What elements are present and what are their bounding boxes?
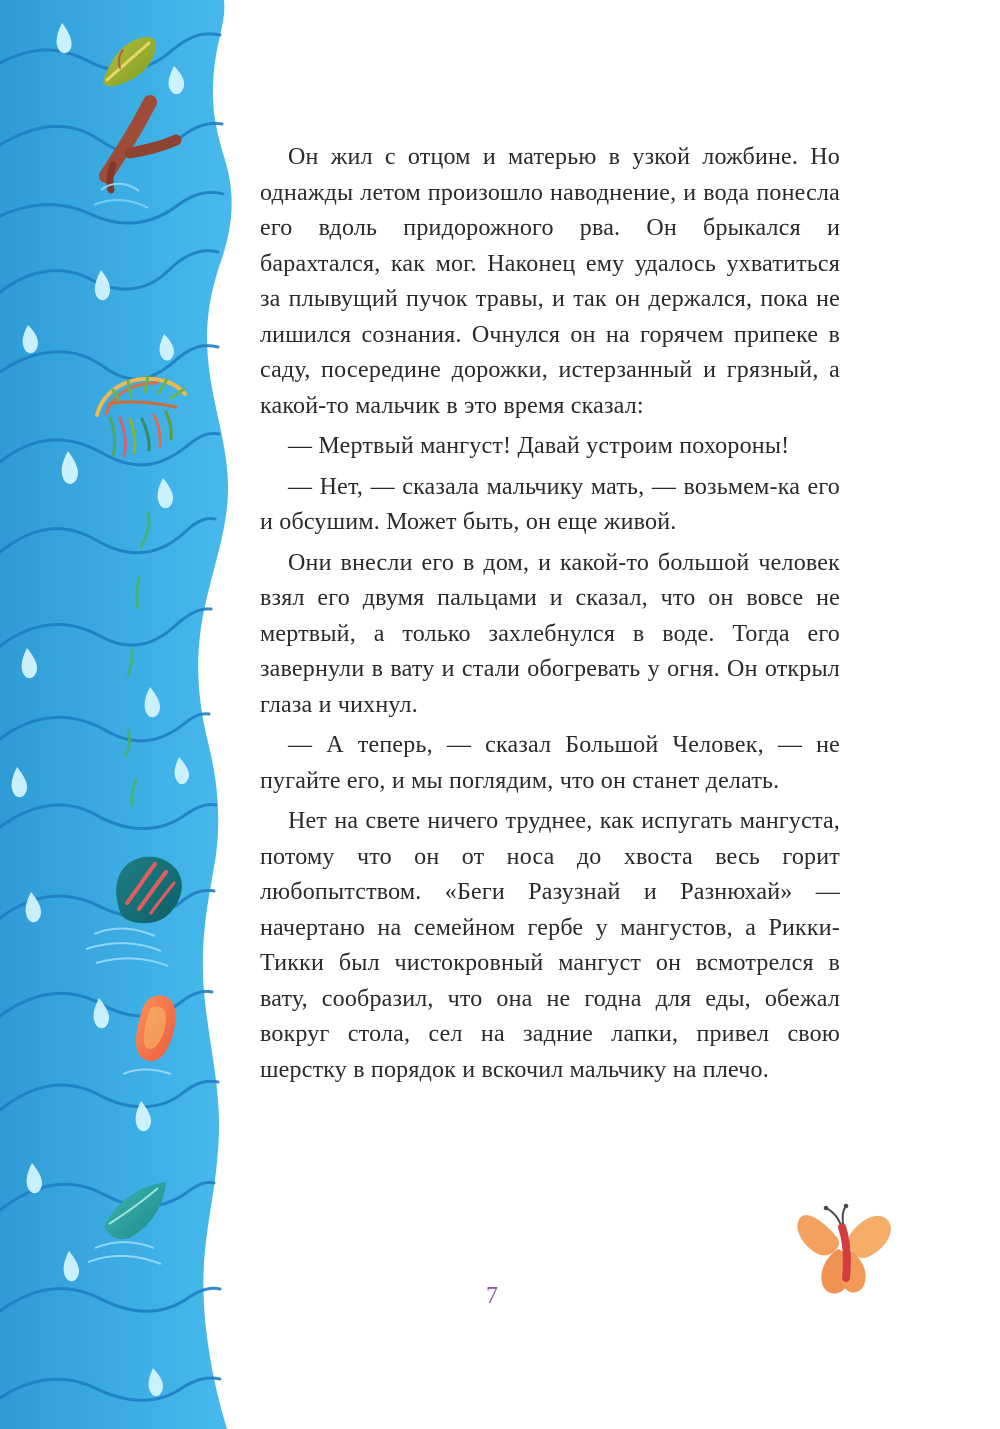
paragraph: Нет на свете ничего труднее, как испугать мангуста, потому что он от носа до хвоста весь горит любопытством. «Беги Разузнай и Разнюхай» — начертано на семейном гербе у мангустов, а Рикки-Тикки был чистокровный мангуст он всмотрелся в вату, сообразил, что она не годна для еды, обежал вокруг стола, сел на задние лапки, привел свою шерстку в порядок и вскочил мальчику на плечо. [260,808,840,1083]
paragraph: Он жил с отцом и матерью в узкой ложбине. Но однажды летом произошло наводнение, и вода понесла его вдоль придорожного рва. Он брыкался и барахтался, как мог. Наконец ему удалось ухватиться за плывущий пучок травы, и так он держался, пока не лишился сознания. Очнулся он на горячем припеке в саду, посередине дорожки, истерзанный и грязный, а какой-то мальчик в это время сказал: [260,144,840,419]
paragraph: — Мертвый мангуст! Давай устроим похороны! [288,433,790,459]
water-illustration [0,0,240,1429]
paragraph: — Нет, — сказала мальчику мать, — возьмем-ка его и обсушим. Может быть, он еще живой. [260,473,840,535]
story-text [260,140,840,1093]
paragraph: — А теперь, — сказал Большой Человек, — не пугайте его, и мы поглядим, что он станет делать. [260,732,840,794]
page-number: 7 [486,1283,498,1309]
paragraph: Они внесли его в дом, и какой-то большой человек взял его двумя пальцами и сказал, что он вовсе не мертвый, а только захлебнулся в воде. Тогда его завернули в вату и стали обогревать у огня. Он открыл глаза и чихнул. [260,549,840,718]
butterfly-icon [792,1200,902,1300]
